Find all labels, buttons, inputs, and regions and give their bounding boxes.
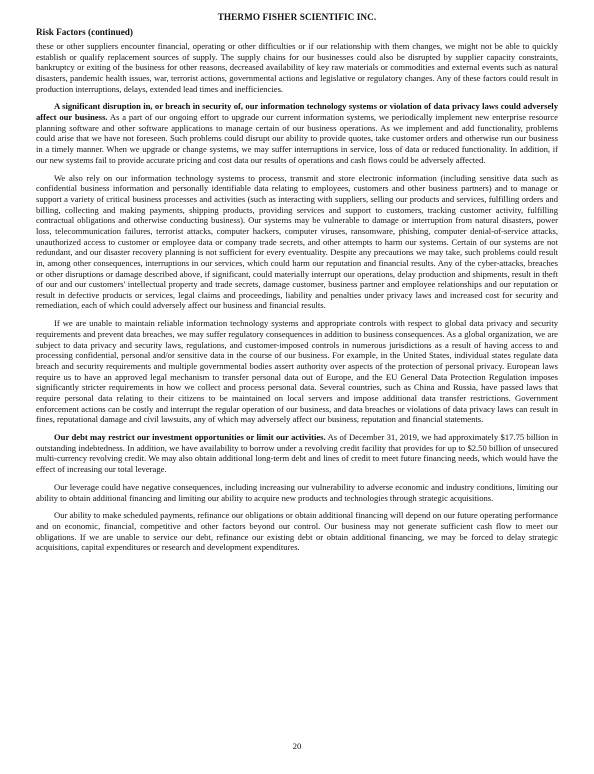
paragraph-lead: A significant disruption in, or breach in security of, our information technology systems or violation of data privacy laws could adversely affect our business.	[36, 101, 558, 123]
company-header: THERMO FISHER SCIENTIFIC INC.	[217, 12, 377, 22]
page-number: 20	[292, 741, 302, 751]
section-title: Risk Factors (continued)	[36, 27, 133, 37]
paragraph-it-disruption	[36, 101, 558, 165]
paragraph-text: If we are unable to maintain reliable information technology systems and appropriate controls with respect to global data privacy and security requirements and prevent data breaches, we may suffer regulatory consequences in addition to business consequences. As a global organization, we are subject to data privacy and security laws, regulations, and customer-imposed controls in numerous jurisdictions as a result of having access to and processing confidential, personal and/or sensitive data in the course of our business. For example, in the United States, individual states regulate data breach and security requirements and multiple governmental bodies assert authority over aspects of the protection of personal privacy. European laws require us to have an approved legal mechanism to transfer personal data out of Europe, and the EU General Data Protection Regulation imposes significantly stricter requirements in how we collect and process personal data. Several countries, such as China and Russia, have passed laws that require personal data relating to their citizens to be maintained on local servers and impose additional data transfer restrictions. Government enforcement actions can be costly and interrupt the regular operation of our business, and data breaches or violations of data privacy laws can result in fines, reputational damage and civil lawsuits, any of which may adversely affect our business, reputation and financial statements.	[36, 318, 558, 425]
paragraph-text: We also rely on our information technology systems to process, transmit and store electronic information (including sensitive data such as confidential business information and personally identifiable data relating to employees, customers and other business partners) and to manage or support a variety of critical business processes and activities (such as interacting with suppliers, selling our products and services, fulfilling orders and billing, collecting and making payments, shipping products, providing services and support to customers, tracking customer activity, fulfilling contractual obligations and otherwise conducting business). Our systems may be vulnerable to damage or interruption from natural disasters, power loss, telecommunication failures, terrorist attacks, computer hackers, computer viruses, ransomware, phishing, computer denial-of-service attacks, unauthorized access to customer or employee data or company trade secrets, and other attempts to harm our systems. Certain of our systems are not redundant, and our disaster recovery planning is not sufficient for every eventuality. Despite any precautions we may take, such problems could result in, among other consequences, interruptions in our services, which could harm our reputation and financial results. Any of the cyber-attacks, breaches or other disruptions or damage described above, if significant, could materially interrupt our operations, delay production and shipments, result in theft of our and our customers' intellectual property and trade secrets, damage customer, business partner and employee relationships and our reputation or result in defective products or services, legal claims and proceedings, liability and penalties under privacy laws and increased cost for security and remediation, each of which could adversely affect our business and financial results.	[36, 172, 558, 311]
paragraph-lead: Our debt may restrict our investment opportunities or limit our activities.	[54, 432, 326, 443]
document-body	[36, 41, 558, 560]
paragraph-data-privacy	[36, 318, 558, 425]
paragraph-debt	[36, 432, 558, 475]
paragraph-text: As of December 31, 2019, we had approximately $17.75 billion in outstanding indebtedness. In addition, we have availability to borrow under a revolving credit facility that provides for up to $2.50 billion of unsecured multi-currency revolving credit. We may also obtain additional long-term debt and lines of credit to meet future financing needs, which would have the effect of increasing our total leverage.	[36, 432, 558, 475]
paragraph-text: Our ability to make scheduled payments, refinance our obligations or obtain additional financing will depend on our future operating performance and on economic, financial, competitive and other factors beyond our control. Our business may not generate sufficient cash flow to meet our obligations. If we are unable to service our debt, refinance our existing debt or obtain additional financing, we may be forced to delay strategic acquisitions, capital expenditures or research and development expenditures.	[36, 510, 558, 553]
paragraph-text: Our leverage could have negative consequences, including increasing our vulnerability to adverse economic and industry conditions, limiting our ability to obtain additional financing and limiting our ability to acquire new products and technologies through strategic acquisitions.	[36, 481, 558, 503]
paragraph-text: these or other suppliers encounter financial, operating or other difficulties or if our relationship with them changes, we might not be able to quickly establish or qualify replacement sources of supply. The supply chains for our businesses could also be disrupted by supplier capacity constraints, bankruptcy or exiting of the business for other reasons, decreased availability of key raw materials or commodities and external events such as natural disasters, pandemic health issues, war, terrorist actions, governmental actions and legislative or regulatory changes. Any of these factors could result in production interruptions, delays, extended lead times and inefficiencies.	[36, 41, 558, 94]
paragraph-text: As a part of our ongoing effort to upgrade our current information systems, we periodically implement new enterprise resource planning software and other software applications to manage certain of our business operations. As we implement and add functionality, problems could arise that we have not foreseen. Such problems could disrupt our ability to provide quotes, take customer orders and otherwise run our business in a timely manner. When we upgrade or change systems, we may suffer interruptions in service, loss of data or reduced functionality. In addition, if our new systems fail to provide accurate pricing and cost data our results of operations and cash flows could be adversely affected.	[36, 112, 558, 165]
paragraph-supply-continued	[36, 41, 558, 94]
paragraph-leverage	[36, 482, 558, 503]
paragraph-it-reliance	[36, 173, 558, 312]
paragraph-payments	[36, 510, 558, 553]
